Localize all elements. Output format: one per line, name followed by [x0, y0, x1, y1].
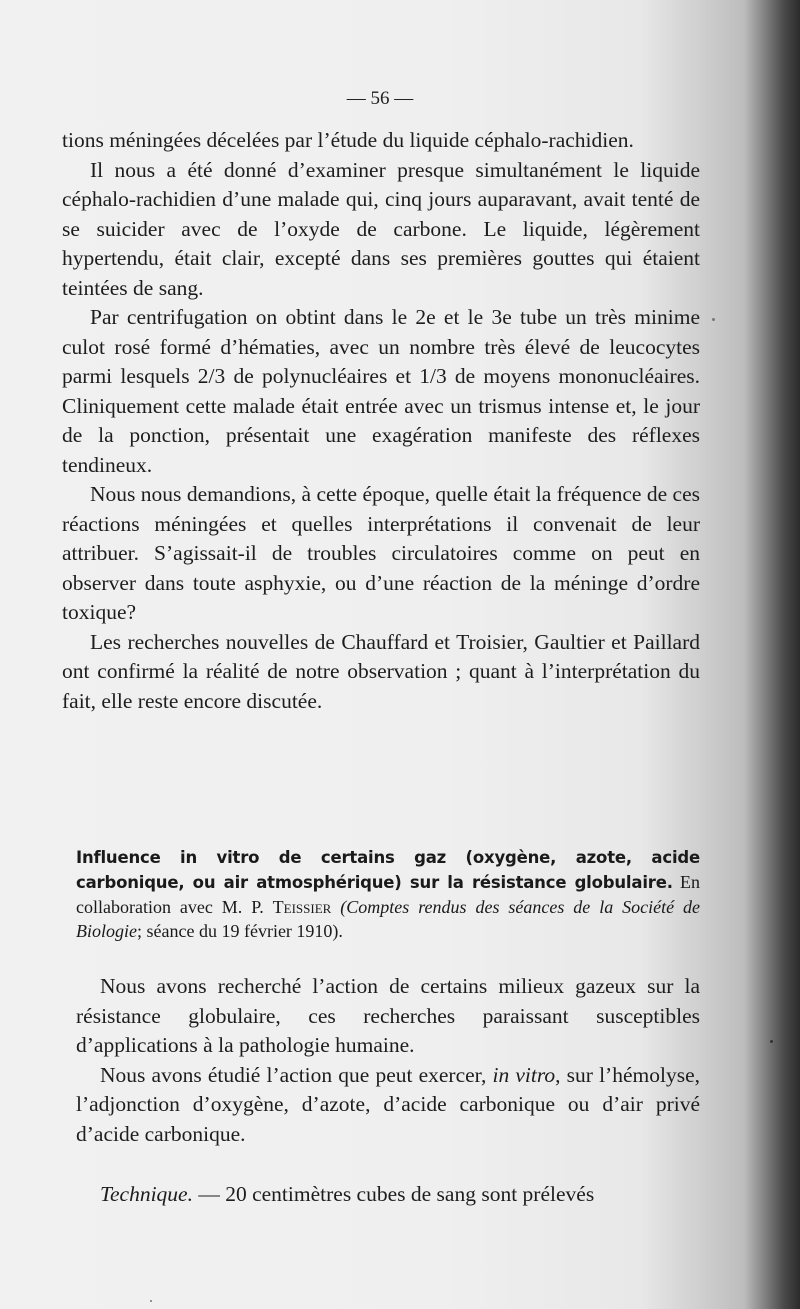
- paragraph-hemolysis: [76, 1061, 700, 1150]
- technique-text: — 20 centimètres cubes de sang sont prélevés: [198, 1182, 595, 1206]
- heading-collaborator-name: Teissier: [272, 897, 332, 917]
- paragraph-observation: Il nous a été donné d’examiner presque simultanément le liquide céphalo-rachidien d’une malade qui, cinq jours auparavant, avait tenté de se suicider avec de l’oxyde de carbone. Le liquide, légèrement hypertendu, était clair, excepté dans ses premières gouttes qui étaient teintées de sang.: [62, 157, 700, 300]
- technique-label: Technique.: [100, 1182, 193, 1206]
- paper-speck: [712, 318, 715, 321]
- body-text-section-2: [76, 972, 700, 1149]
- paragraph-centrifugation: Par centrifugation on obtint dans le 2e et le 3e tube un très minime culot rosé formé d’hématies, avec un nombre très élevé de leucocytes parmi lesquels 2/3 de polynucléaires et 1/3 de moyens mononucléaires. Cliniquement cette malade était entrée avec un trismus intense et, le jour de la ponction, présentait une exagération manifeste des réflexes tendineux.: [62, 305, 700, 477]
- body-text-section-1: [62, 126, 700, 716]
- paragraph-gas-research: Nous avons recherché l’action de certains milieux gazeux sur la résistance globulaire, ces recherches paraissant susceptibles d’applications à la pathologie humaine.: [76, 974, 700, 1057]
- hemolysis-text-before: Nous avons étudié l’action que peut exercer,: [100, 1062, 487, 1087]
- section-heading: [76, 845, 700, 943]
- paragraph-recent-research: Les recherches nouvelles de Chauffard et Troisier, Gaultier et Paillard ont confirmé la réalité de notre observation ; quant à l’interprétation du fait, elle reste encore discutée.: [62, 629, 700, 713]
- heading-title: Influence in vitro de certains gaz (oxygène, azote, acide carbonique, ou air atmosphérique) sur la résistance globulaire.: [76, 848, 700, 892]
- paragraph-question: Nous nous demandions, à cette époque, quelle était la fréquence de ces réactions méningées et quelles interprétations il convenait de leur attribuer. S’agissait-il de troubles circulatoires comme on peut en observer dans toute asphyxie, ou d’une réaction de la méninge d’ordre toxique?: [62, 482, 700, 624]
- hemolysis-in-vitro: in vitro: [492, 1062, 556, 1087]
- paper-speck: [150, 1300, 152, 1302]
- heading-session: ; séance du 19 février 1910).: [137, 921, 343, 941]
- heading-collaboration: En collaboration avec M. P.: [76, 872, 701, 917]
- paragraph-continuation: tions méningées décelées par l’étude du liquide céphalo-rachidien.: [62, 128, 634, 152]
- technique-paragraph: [100, 1180, 700, 1210]
- page-number: — 56 —: [346, 88, 414, 109]
- paper-speck: [770, 1040, 773, 1043]
- hemolysis-text-after: , sur l’hémolyse, l’adjonction d’oxygène, d’azote, d’acide carbonique ou d’air privé d’acide carbonique.: [76, 1062, 700, 1146]
- heading-journal: (Comptes rendus des séances de la Société de Biologie: [76, 897, 701, 941]
